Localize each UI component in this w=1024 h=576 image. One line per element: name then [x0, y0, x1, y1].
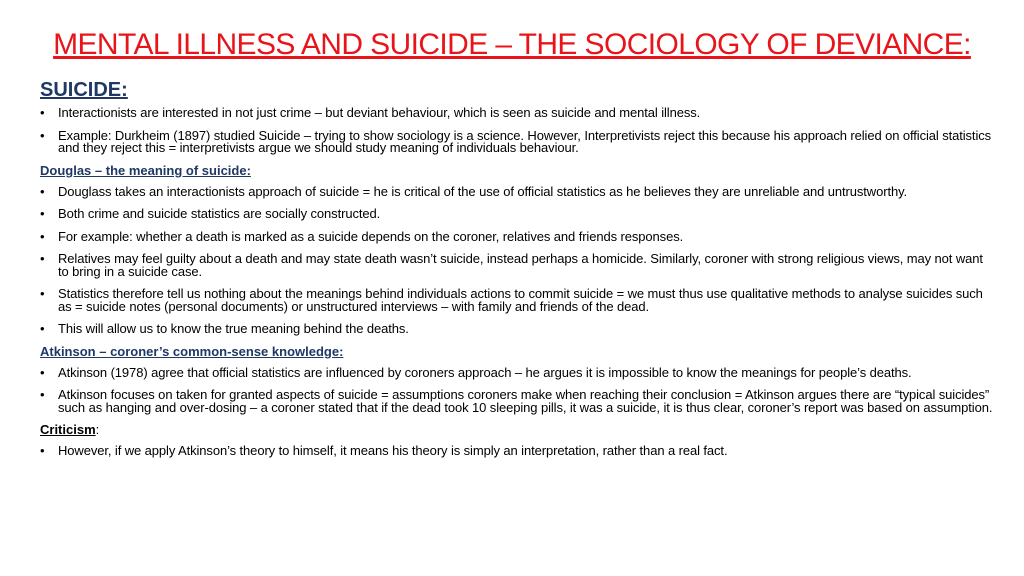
bullet-item: • Statistics therefore tell us nothing about the meanings behind individuals actions to commit suicide = we must thus use qualitative methods to analyse suicides such as = suicide notes (personal documents) or unstructured interviews – with family and friends of the dead. [40, 288, 995, 313]
bullet-item: • For example: whether a death is marked as a suicide depends on the coroner, relatives and friends responses. [40, 231, 995, 244]
bullet-item: • Douglass takes an interactionists approach of suicide = he is critical of the use of official statistics as he believes they are unreliable and untrustworthy. [40, 186, 995, 199]
bullet-item: • However, if we apply Atkinson’s theory to himself, it means his theory is simply an interpretation, rather than a real fact. [40, 445, 995, 458]
douglas-heading: Douglas – the meaning of suicide: [40, 162, 251, 178]
bullet-item: • Example: Durkheim (1897) studied Suicide – trying to show sociology is a science. However, Interpretivists reject this because his approach relied on official statistics and they reject this = interpretivists argue we should study meaning of individuals behaviour. [40, 130, 995, 155]
bullet-item: • Atkinson (1978) agree that official statistics are influenced by coroners approach – he argues it is impossible to know the meanings for people’s deaths. [40, 367, 995, 380]
criticism-heading [40, 423, 995, 436]
bullet-item: • Both crime and suicide statistics are socially constructed. [40, 208, 995, 221]
slide-title: MENTAL ILLNESS AND SUICIDE – THE SOCIOLOGY OF DEVIANCE: [53, 28, 971, 61]
slide-content [40, 107, 995, 468]
bullet-item: • Relatives may feel guilty about a death and may state death wasn’t suicide, instead perhaps a homicide. Similarly, coroner with strong religious views, may not want to bring in a suicide case. [40, 253, 995, 278]
atkinson-heading: Atkinson – coroner’s common-sense knowledge: [40, 343, 344, 359]
criticism-label: Criticism [40, 422, 96, 437]
bullet-item: • Atkinson focuses on taken for granted aspects of suicide = assumptions coroners make when reaching their conclusion = Atkinson argues there are “typical suicides” such as hanging and over-dosing – a coroner stated that if the dead took 10 sleeping pills, it was a suicide, it is thus clear, coroner’s report was based on assumption. [40, 389, 995, 414]
bullet-item: • This will allow us to know the true meaning behind the deaths. [40, 323, 995, 336]
bullet-item: • Interactionists are interested in not just crime – but deviant behaviour, which is seen as suicide and mental illness. [40, 107, 995, 120]
criticism-colon: : [95, 422, 100, 437]
section-heading: SUICIDE: [40, 79, 128, 101]
